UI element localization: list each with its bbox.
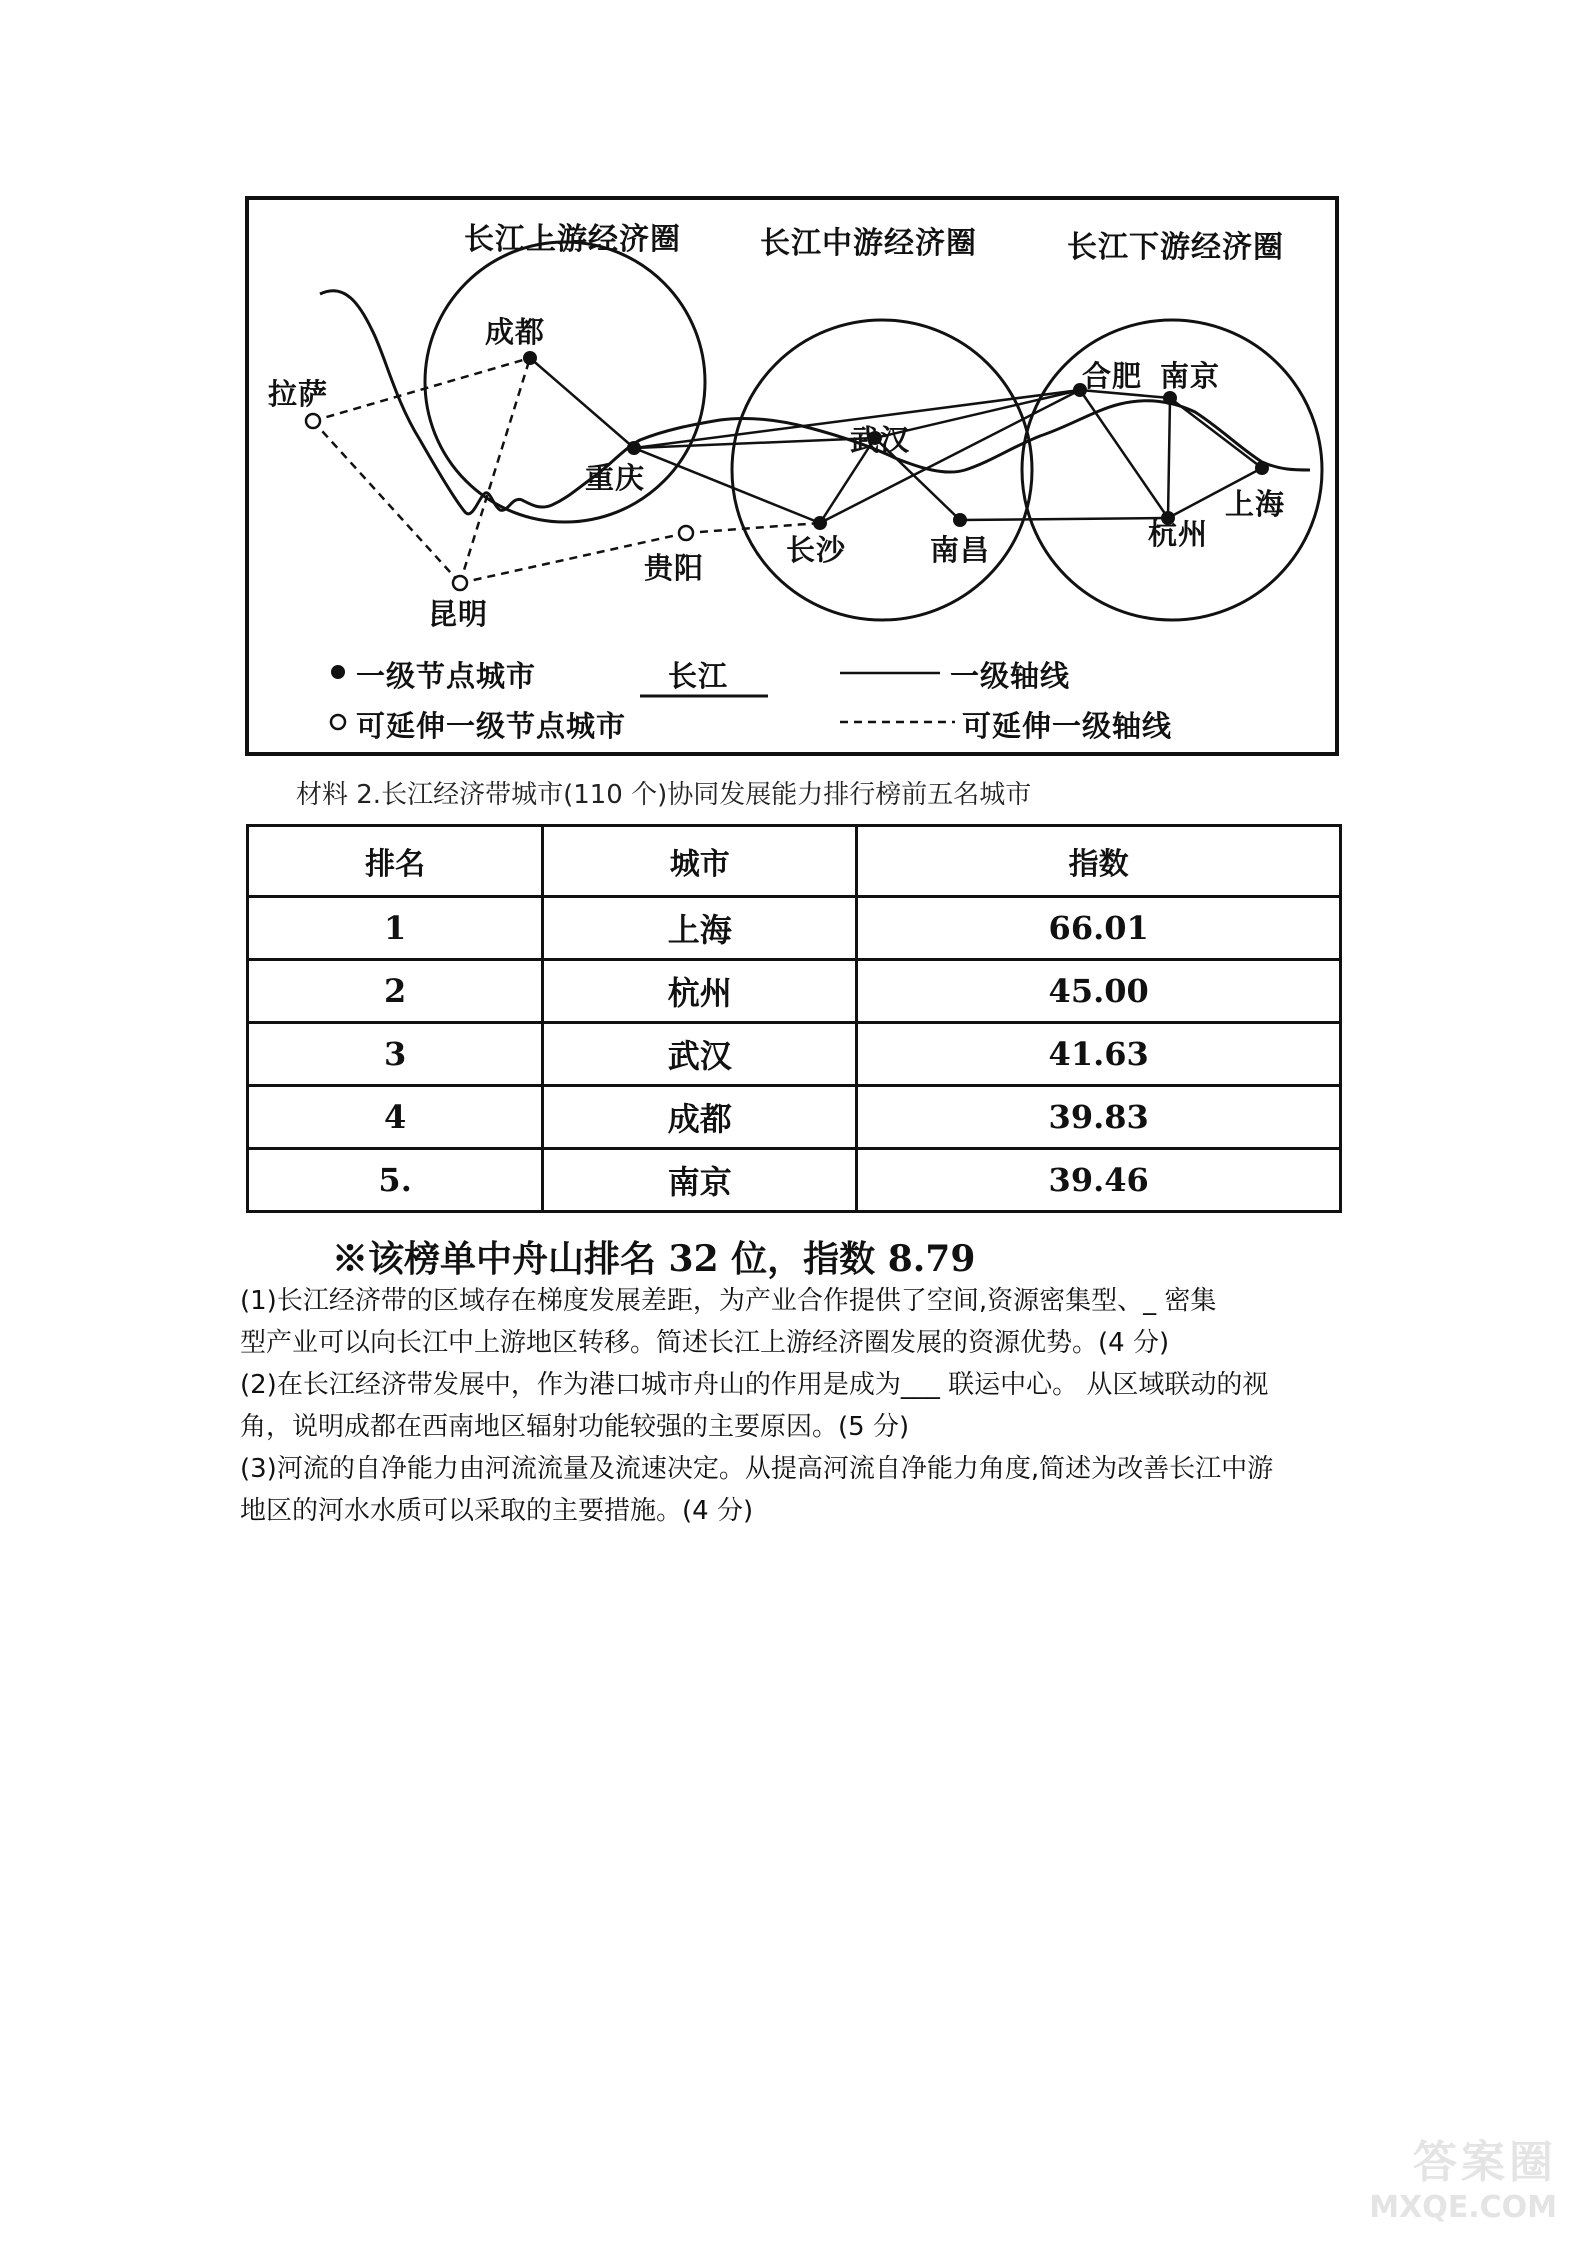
table-row	[248, 897, 1341, 960]
city-chongqing: 重庆	[585, 461, 646, 495]
cell-rank: 2	[248, 960, 543, 1023]
cell-rank: 5.	[248, 1149, 543, 1212]
city-nanjing: 南京	[1160, 359, 1221, 393]
legend-extendable-axis: 可延伸一级轴线	[962, 709, 1173, 743]
cell-rank: 1	[248, 897, 543, 960]
legend-open-dot	[331, 715, 345, 729]
question-2-line-2: 角，说明成都在西南地区辐射功能较强的主要原因。(5 分)	[240, 1412, 910, 1442]
watermark-cn: 答案圈	[1413, 2137, 1557, 2188]
cell-index: 45.00	[857, 960, 1341, 1023]
city-nanchang: 南昌	[930, 533, 991, 567]
legend-river: 长江	[668, 659, 729, 693]
city-shanghai: 上海	[1225, 487, 1286, 521]
city-guiyang: 贵阳	[644, 551, 705, 585]
question-3-line-2: 地区的河水水质可以采取的主要措施。(4 分)	[240, 1496, 754, 1526]
upper-circle-title: 长江上游经济圈	[464, 222, 681, 257]
cell-index: 39.83	[857, 1086, 1341, 1149]
site-watermark	[1369, 2126, 1557, 2225]
city-lhasa: 拉萨	[268, 377, 329, 411]
cell-city: 杭州	[543, 960, 857, 1023]
cell-index: 41.63	[857, 1023, 1341, 1086]
header-index: 指数	[857, 826, 1341, 897]
question-1-line-2: 型产业可以向长江中上游地区转移。简述长江上游经济圈发展的资源优势。(4 分)	[240, 1328, 1170, 1358]
header-rank: 排名	[248, 826, 543, 897]
city-hangzhou: 杭州	[1148, 517, 1209, 551]
question-1-line-1: (1)长江经济带的区域存在梯度发展差距，为产业合作提供了空间,资源密集型、_ 密集	[240, 1286, 1217, 1316]
cell-city: 南京	[543, 1149, 857, 1212]
cell-rank: 3	[248, 1023, 543, 1086]
city-chengdu: 成都	[485, 315, 546, 349]
city-wuhan: 武汉	[850, 423, 911, 457]
watermark-en: MXQE.COM	[1369, 2190, 1557, 2225]
cell-city: 上海	[543, 897, 857, 960]
ranking-table	[246, 824, 1342, 1213]
question-3-line-1: (3)河流的自净能力由河流流量及流速决定。从提高河流自净能力角度,简述为改善长江中游	[240, 1454, 1274, 1484]
middle-circle-title: 长江中游经济圈	[760, 226, 977, 261]
cell-city: 武汉	[543, 1023, 857, 1086]
legend-solid-dot	[331, 665, 345, 679]
table-row	[248, 1086, 1341, 1149]
legend-first-level-city: 一级节点城市	[356, 659, 537, 693]
legend-extendable-city: 可延伸一级节点城市	[356, 709, 627, 743]
cell-city: 成都	[543, 1086, 857, 1149]
cell-index: 39.46	[857, 1149, 1341, 1212]
table-header-row	[248, 826, 1341, 897]
city-hefei: 合肥	[1082, 359, 1143, 393]
cell-rank: 4	[248, 1086, 543, 1149]
cell-index: 66.01	[857, 897, 1341, 960]
table-row	[248, 960, 1341, 1023]
lower-circle-title: 长江下游经济圈	[1067, 230, 1284, 265]
header-city: 城市	[543, 826, 857, 897]
ranking-note: ※该榜单中舟山排名 32 位，指数 8.79	[332, 1238, 976, 1280]
material-2-caption: 材料 2.长江经济带城市(110 个)协同发展能力排行榜前五名城市	[296, 780, 1032, 810]
table-row	[248, 1149, 1341, 1212]
city-kunming: 昆明	[428, 597, 489, 631]
question-2-line-1: (2)在长江经济带发展中，作为港口城市舟山的作用是成为___ 联运中心。 从区域联动的视	[240, 1370, 1269, 1400]
table-row	[248, 1023, 1341, 1086]
city-changsha: 长沙	[786, 533, 847, 567]
legend-first-axis: 一级轴线	[950, 659, 1071, 693]
